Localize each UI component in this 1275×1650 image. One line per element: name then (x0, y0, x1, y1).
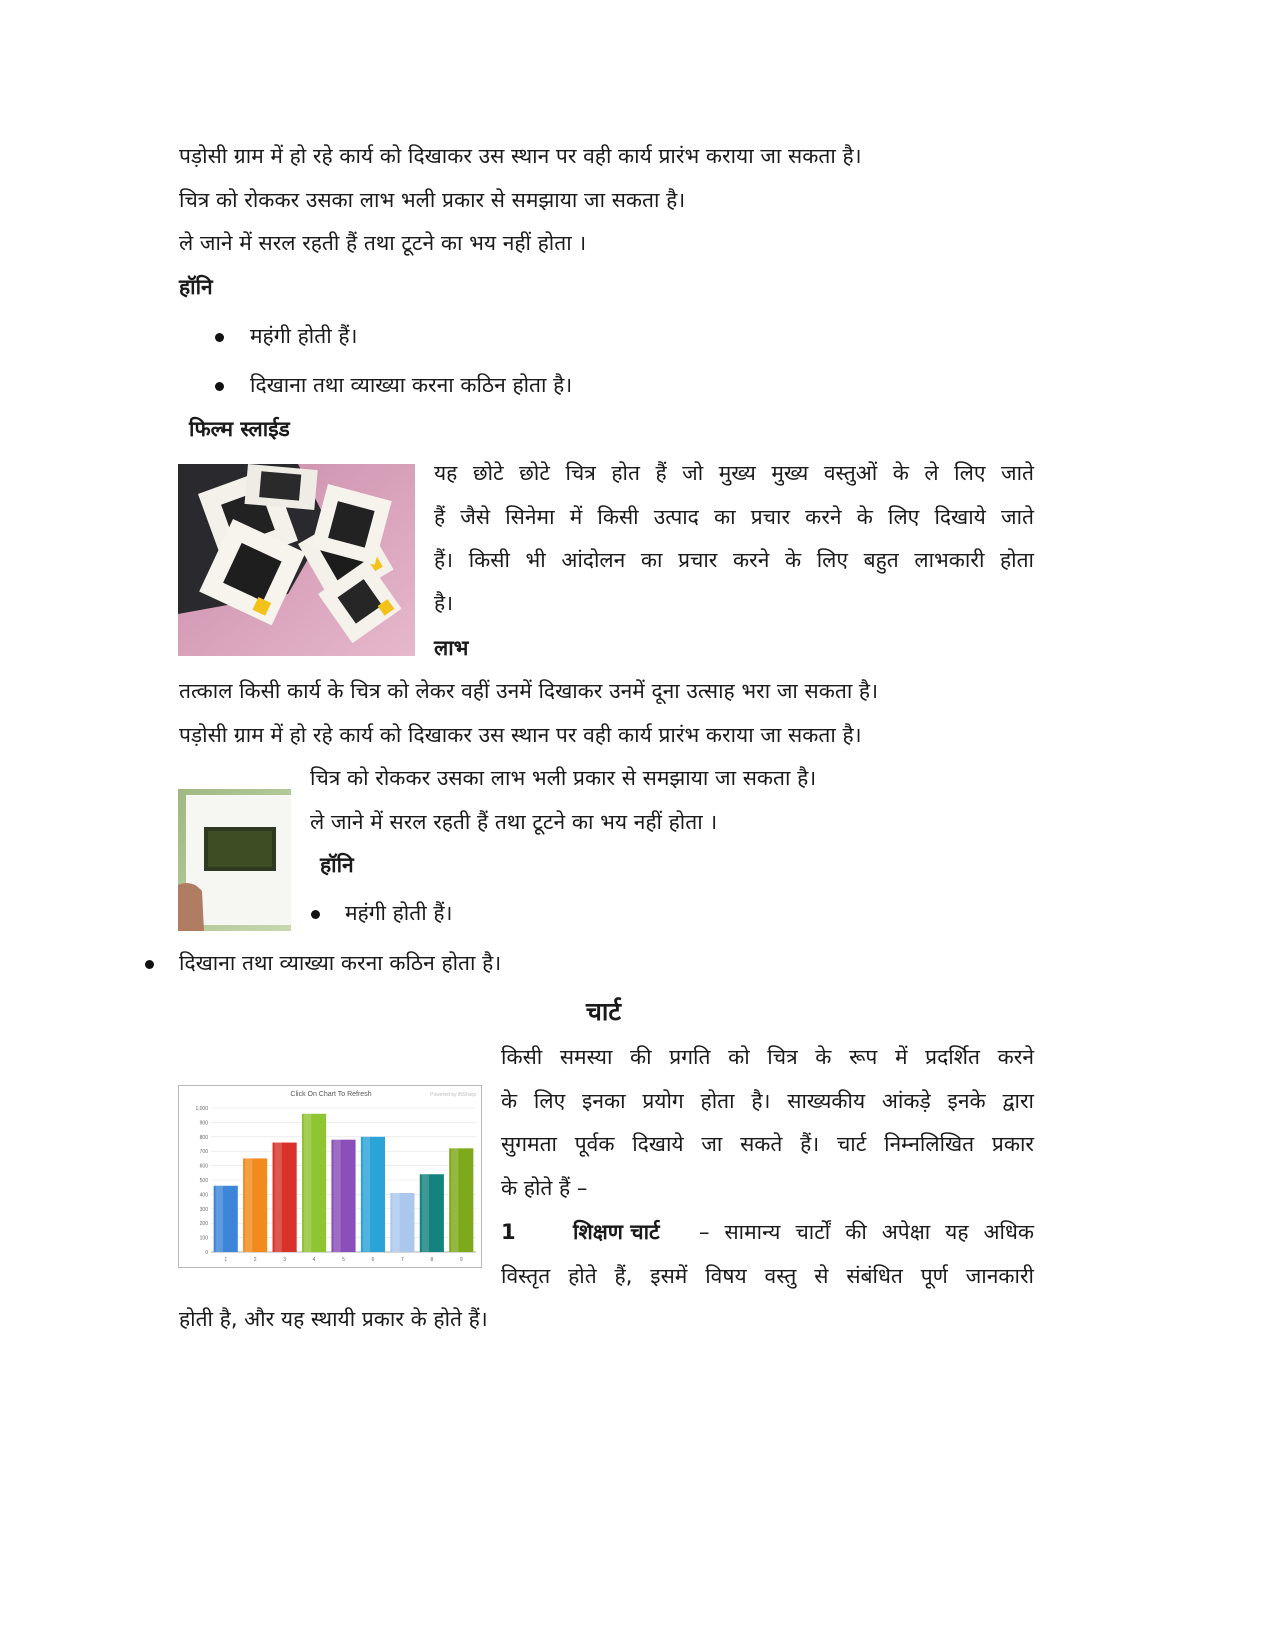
bar-highlight (422, 1174, 429, 1252)
bullet-icon (215, 382, 224, 391)
text-line: चित्र को रोककर उसका लाभ भली प्रकार से समझाया जा सकता है। (179, 188, 686, 212)
bullet-item: महंगी होती हैं। (345, 901, 453, 925)
text-line: पड़ोसी ग्राम में हो रहे कार्य को दिखाकर उस स्थान पर वही कार्य प्रारंभ कराया जा सकता है। (179, 144, 862, 168)
bar-chart (179, 1086, 481, 1267)
x-tick-label: 1 (224, 1257, 228, 1263)
bar-highlight (216, 1186, 223, 1252)
y-tick-label: 700 (199, 1149, 208, 1156)
section-heading-film-slide: फिल्म स्लाईड (189, 417, 290, 441)
bar-highlight (275, 1143, 282, 1252)
x-tick-label: 9 (459, 1257, 463, 1263)
y-tick-label: 400 (199, 1192, 208, 1199)
x-tick-label: 4 (312, 1257, 316, 1263)
bar-highlight (245, 1158, 252, 1252)
bar-highlight (304, 1114, 311, 1252)
list-item-text: विस्तृत होते हैं, इसमें विषय वस्तु से संबंधित पूर्ण जानकारी (501, 1264, 1034, 1288)
film-slide-description: हैं। किसी भी आंदोलन का प्रचार करने के लिए बहुत लाभकारी होता (434, 548, 1034, 572)
film-slides-photo (178, 464, 415, 656)
list-item-text: – सामान्य चार्टों की अपेक्षा यह अधिक (699, 1220, 1034, 1244)
advantage-line: चित्र को रोककर उसका लाभ भली प्रकार से समझाया जा सकता है। (310, 766, 817, 790)
bullet-icon (215, 333, 224, 342)
x-tick-label: 8 (430, 1257, 434, 1263)
chart-description: सुगमता पूर्वक दिखाये जा सकते हैं। चार्ट निम्नलिखित प्रकार (501, 1132, 1034, 1156)
x-tick-label: 7 (400, 1257, 404, 1263)
y-tick-label: 600 (199, 1163, 208, 1170)
y-tick-label: 200 (199, 1221, 208, 1228)
chart-title: Click On Chart To Refresh (290, 1091, 372, 1098)
bar-chart-figure (178, 1085, 482, 1268)
y-tick-label: 0 (205, 1250, 208, 1256)
advantage-line: तत्काल किसी कार्य के चित्र को लेकर वहीं उनमें दिखाकर उनमें दूना उत्साह भरा जा सकता है। (179, 679, 879, 703)
y-tick-label: 1,000 (195, 1106, 208, 1112)
film-slide-description: हैं जैसे सिनेमा में किसी उत्पाद का प्रचार करने के लिए दिखाये जाते (434, 505, 1034, 529)
bar-highlight (392, 1193, 399, 1252)
y-tick-label: 500 (199, 1178, 208, 1184)
y-tick-label: 900 (199, 1120, 208, 1127)
text-line: ले जाने में सरल रहती हैं तथा टूटने का भय नहीं होता । (179, 231, 587, 255)
section-heading-chart: चार्ट (586, 997, 621, 1026)
disadvantages-heading: हॉनि (179, 275, 213, 299)
chart-watermark: Powered by iNSharp (430, 1092, 476, 1098)
chart-description: के लिए इनका प्रयोग होता है। साख्यकीय आंकड़े इनके द्वारा (501, 1089, 1034, 1113)
bullet-item: दिखाना तथा व्याख्या करना कठिन होता है। (250, 373, 573, 397)
film-slide-description: है। (434, 591, 454, 615)
list-item-text: होती है, और यह स्थायी प्रकार के होते हैं। (179, 1307, 488, 1331)
bullet-item: दिखाना तथा व्याख्या करना कठिन होता है। (179, 951, 502, 975)
advantage-line: ले जाने में सरल रहती हैं तथा टूटने का भय नहीं होता । (310, 810, 718, 834)
x-tick-label: 6 (371, 1257, 375, 1263)
y-tick-label: 800 (199, 1134, 208, 1141)
chart-description: के होते हैं – (501, 1176, 588, 1200)
x-tick-label: 2 (253, 1257, 257, 1263)
list-item-number: 1 (501, 1220, 516, 1244)
disadvantages-heading: हॉनि (320, 853, 354, 877)
chart-description: किसी समस्या की प्रगति को चित्र के रूप में प्रदर्शित करने (501, 1045, 1034, 1069)
advantage-line: पड़ोसी ग्राम में हो रहे कार्य को दिखाकर उस स्थान पर वही कार्य प्रारंभ कराया जा सकता है। (179, 723, 862, 747)
slide-in-hand-photo (178, 789, 291, 931)
y-tick-label: 100 (199, 1235, 208, 1242)
bullet-item: महंगी होती हैं। (250, 324, 358, 348)
x-tick-label: 3 (283, 1257, 287, 1263)
bullet-icon (311, 910, 320, 919)
advantages-heading: लाभ (434, 636, 469, 660)
list-item-title: शिक्षण चार्ट (573, 1220, 660, 1244)
x-tick-label: 5 (342, 1257, 345, 1263)
y-tick-label: 300 (199, 1206, 208, 1213)
bar-highlight (363, 1137, 370, 1252)
bar-highlight (333, 1140, 340, 1252)
film-slide-description: यह छोटे छोटे चित्र होत हैं जो मुख्य मुख्य वस्तुओं के ले लिए जाते (434, 461, 1034, 485)
bar-highlight (451, 1148, 458, 1252)
bullet-icon (145, 960, 154, 969)
